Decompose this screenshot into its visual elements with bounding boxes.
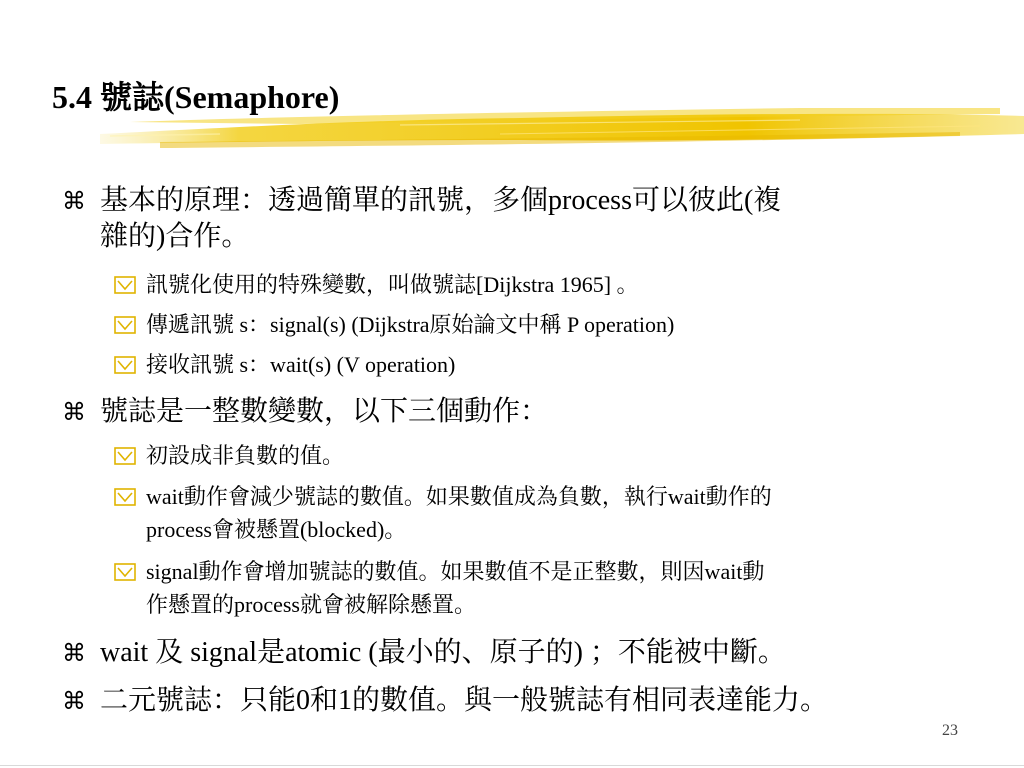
checkbox-icon xyxy=(114,447,136,465)
sub-bullet-item xyxy=(146,480,772,546)
bullet-item xyxy=(62,635,786,671)
sub-bullet-item xyxy=(146,348,455,381)
sub-bullet-text: 訊號化使用的特殊變數，叫做號誌[Dijkstra 1965] 。 xyxy=(146,272,639,297)
sub-bullet-item xyxy=(146,439,344,472)
title-brush-stroke xyxy=(100,98,1024,158)
bullet-text-line2: 雜的)合作。 xyxy=(100,221,250,252)
bullet-item xyxy=(62,394,549,430)
bullet-item xyxy=(62,683,829,719)
command-key-icon: ⌘ xyxy=(62,639,86,667)
bullet-item xyxy=(62,183,782,255)
sub-bullet-text-line1: wait動作會減少號誌的數值。如果數值成為負數，執行wait動作的 xyxy=(146,484,772,509)
sub-bullet-text-line2: 作懸置的process就會被解除懸置。 xyxy=(146,592,476,617)
sub-bullet-text: 初設成非負數的值。 xyxy=(146,443,345,468)
page-title: 5.4 號誌(Semaphore) xyxy=(52,79,340,115)
command-key-icon: ⌘ xyxy=(62,187,86,215)
page-number: 23 xyxy=(942,722,958,739)
bullet-text-line1: 號誌是一整數變數，以下三個動作： xyxy=(100,396,549,427)
bullet-text-line1: 二元號誌：只能0和1的數值。與一般號誌有相同表達能力。 xyxy=(100,685,829,716)
command-key-icon: ⌘ xyxy=(62,398,86,426)
sub-bullet-text: 傳遞訊號 s：signal(s) (Dijkstra原始論文中稱 P operation) xyxy=(146,312,675,337)
sub-bullet-text-line2: process會被懸置(blocked)。 xyxy=(146,517,407,542)
command-key-icon: ⌘ xyxy=(62,687,86,715)
checkbox-icon xyxy=(114,488,136,506)
footer-divider xyxy=(0,765,1024,766)
sub-bullet-item xyxy=(146,268,639,301)
sub-bullet-text-line1: signal動作會增加號誌的數值。如果數值不是正整數，則因wait動 xyxy=(146,559,765,584)
sub-bullet-text: 接收訊號 s：wait(s) (V operation) xyxy=(146,352,456,377)
sub-bullet-item xyxy=(146,308,674,341)
checkbox-icon xyxy=(114,356,136,374)
sub-bullet-item xyxy=(146,555,764,621)
checkbox-icon xyxy=(114,316,136,334)
bullet-text-line1: wait 及 signal是atomic (最小的、原子的) ；不能被中斷。 xyxy=(100,637,786,668)
checkbox-icon xyxy=(114,563,136,581)
checkbox-icon xyxy=(114,276,136,294)
bullet-text-line1: 基本的原理：透過簡單的訊號，多個process可以彼此(複 xyxy=(100,185,782,216)
